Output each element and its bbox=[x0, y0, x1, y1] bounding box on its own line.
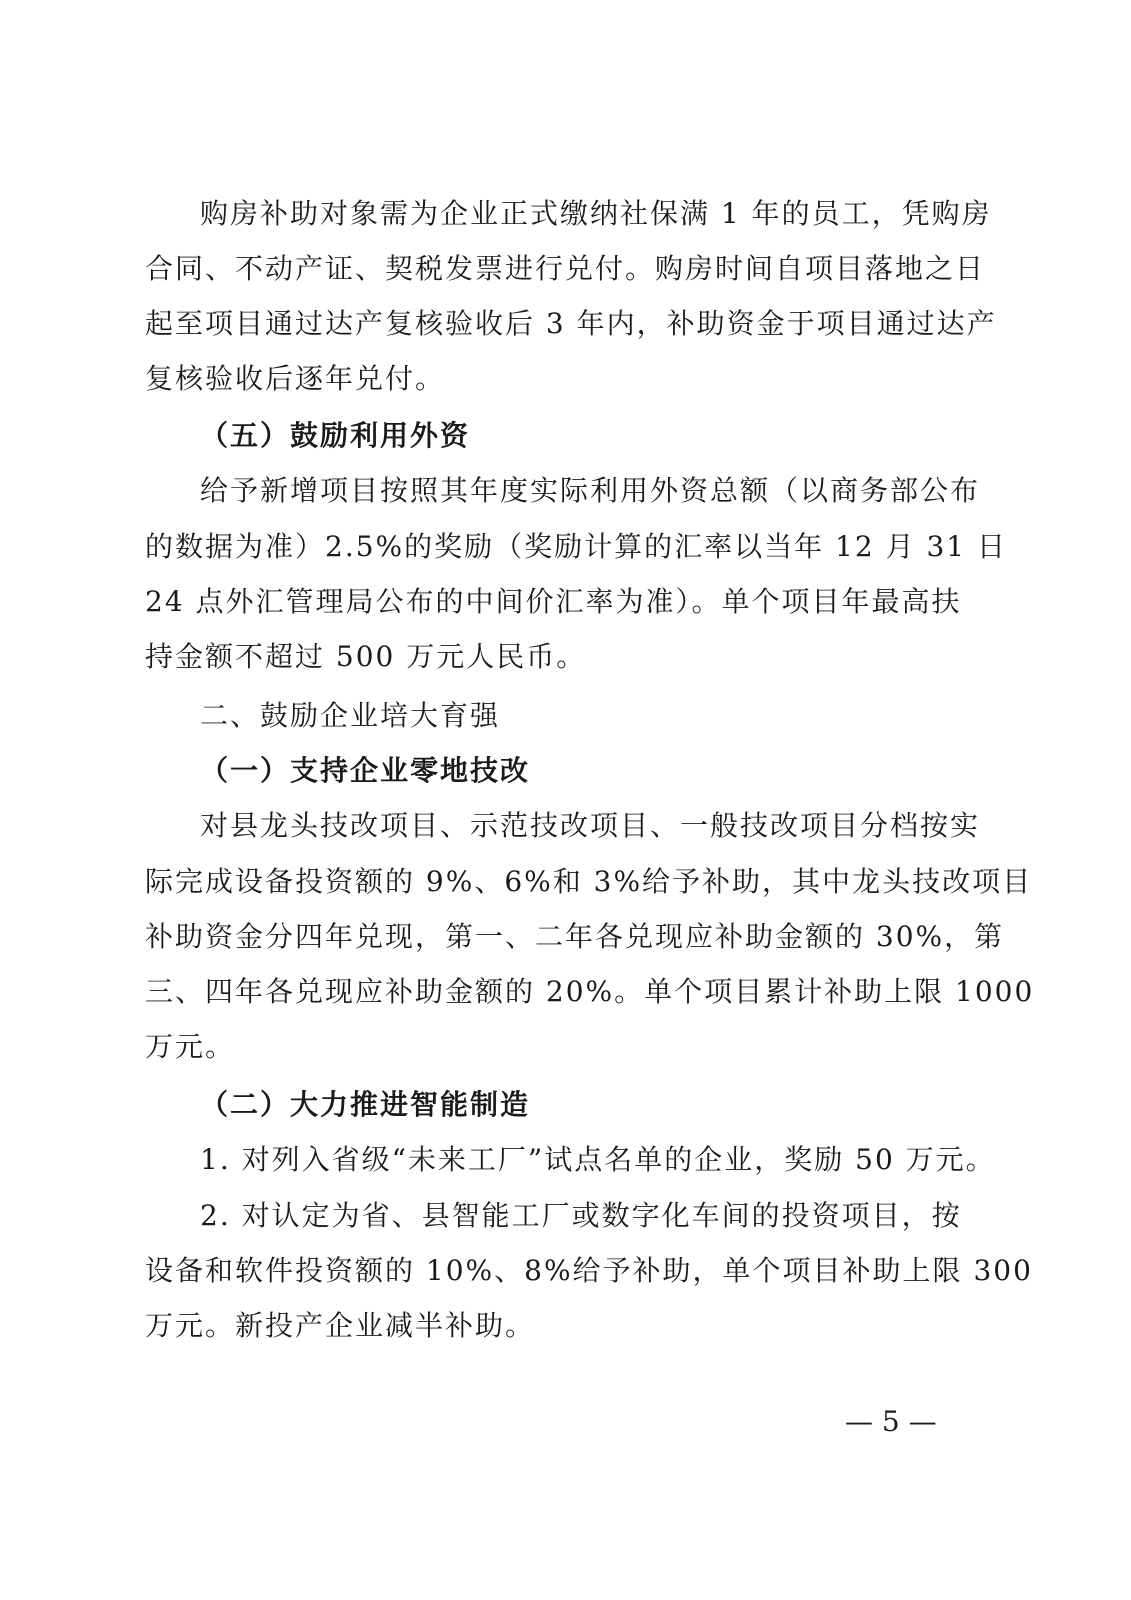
paragraph-line: 复核验收后逐年兑付。 bbox=[145, 362, 446, 395]
paragraph-line: 持金额不超过 500 万元人民币。 bbox=[145, 640, 587, 673]
paragraph-line: 购房补助对象需为企业正式缴纳社保满 1 年的员工，凭购房 bbox=[200, 197, 992, 230]
paragraph-line: 合同、不动产证、契税发票进行兑付。购房时间自项目落地之日 bbox=[145, 252, 986, 285]
paragraph-line: 的数据为准）2.5%的奖励（奖励计算的汇率以当年 12 月 31 日 bbox=[145, 530, 1007, 563]
paragraph-line: 24 点外汇管理局公布的中间价汇率为准）。单个项目年最高扶 bbox=[145, 585, 962, 618]
subsection-heading: （五）鼓励利用外资 bbox=[200, 419, 471, 452]
paragraph-line: 起至项目通过达产复核验收后 3 年内，补助资金于项目通过达产 bbox=[145, 307, 997, 340]
paragraph-line: 给予新增项目按照其年度实际利用外资总额（以商务部公布 bbox=[200, 474, 981, 507]
list-item: 1. 对列入省级“未来工厂”试点名单的企业，奖励 50 万元。 bbox=[200, 1143, 996, 1176]
paragraph-line: 万元。新投产企业减半补助。 bbox=[145, 1309, 536, 1342]
paragraph-line: 万元。 bbox=[145, 1030, 236, 1063]
paragraph-line: 补助资金分四年兑现，第一、二年各兑现应补助金额的 30%，第 bbox=[145, 920, 1005, 953]
subsection-heading: （二）大力推进智能制造 bbox=[200, 1088, 531, 1121]
list-item: 2. 对认定为省、县智能工厂或数字化车间的投资项目，按 bbox=[200, 1199, 962, 1232]
paragraph-line: 设备和软件投资额的 10%、8%给予补助，单个项目补助上限 300 bbox=[145, 1254, 1033, 1287]
section-heading: 二、鼓励企业培大育强 bbox=[200, 699, 501, 732]
subsection-heading: （一）支持企业零地技改 bbox=[200, 754, 531, 787]
page-number: — 5 — bbox=[845, 1405, 937, 1438]
paragraph-line: 际完成设备投资额的 9%、6%和 3%给予补助，其中龙头技改项目 bbox=[145, 865, 1033, 898]
paragraph-line: 三、四年各兑现应补助金额的 20%。单个项目累计补助上限 1000 bbox=[145, 975, 1035, 1008]
paragraph-line: 对县龙头技改项目、示范技改项目、一般技改项目分档按实 bbox=[200, 809, 981, 842]
